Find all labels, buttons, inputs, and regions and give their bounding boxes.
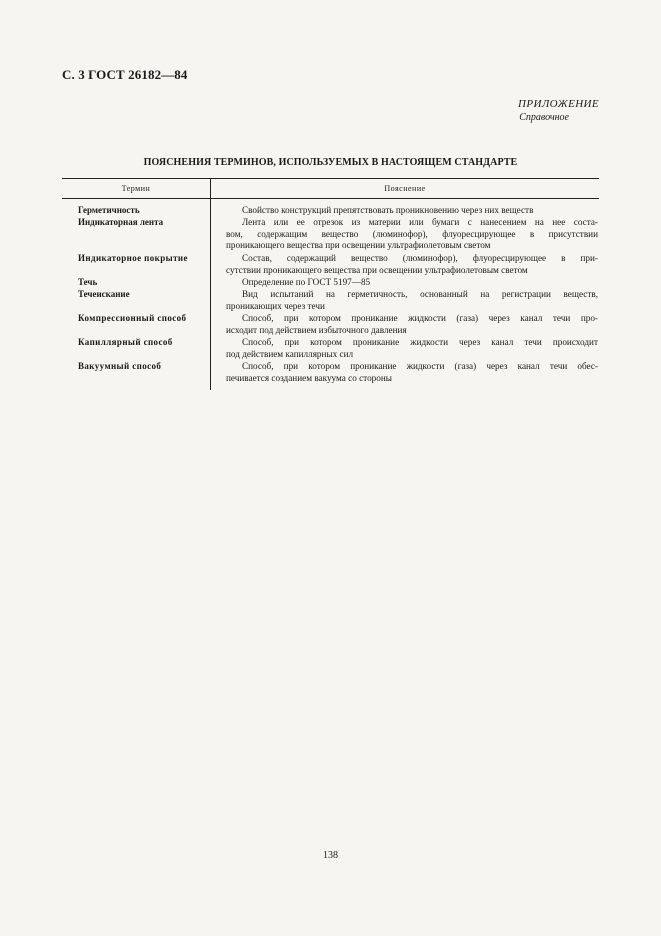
term-cell: Индикаторная лента	[78, 217, 164, 227]
explanation-line: Состав, содержащий вещество (люминофор), флуоресцирующее в при-	[242, 253, 598, 263]
term-cell: Вакуумный способ	[78, 361, 162, 371]
document-header: С. 3 ГОСТ 26182—84	[62, 67, 188, 82]
explanation-line: Свойство конструкций препятствовать проникновению через них веществ	[242, 205, 534, 215]
explanation-line: Лента или ее отрезок из материи или бумаги с нанесением на нее соста-	[242, 217, 598, 227]
explanation-line: Способ, при котором проникание жидкости через канал течи происходит	[242, 337, 598, 347]
explanation-line: печивается созданием вакуума со стороны	[226, 372, 392, 383]
appendix-label: ПРИЛОЖЕНИЕ	[518, 98, 599, 110]
explanation-cell	[226, 313, 598, 336]
explanation-cell	[226, 217, 598, 252]
table-header	[62, 178, 599, 199]
explanation-line: Вид испытаний на герметичность, основанный на регистрации веществ,	[242, 289, 598, 299]
explanation-cell	[226, 277, 598, 289]
term-cell: Течеискание	[78, 289, 130, 299]
appendix-sublabel: Справочное	[519, 112, 569, 123]
column-header-term: Термин	[121, 184, 151, 193]
explanation-line: под действием капиллярных сил	[226, 348, 354, 359]
explanation-line: проникающих через течи	[226, 300, 325, 311]
section-title: ПОЯСНЕНИЯ ТЕРМИНОВ, ИСПОЛЬЗУЕМЫХ В НАСТОЯЩЕМ СТАНДАРТЕ	[143, 157, 518, 168]
explanation-cell	[226, 205, 598, 217]
explanation-line: проникающего вещества при освещении ультрафиолетовым светом	[226, 240, 491, 251]
explanation-line: вом, содержащим вещество (люминофор), флуоресцирующее в присутствии	[226, 228, 598, 239]
explanation-cell	[226, 337, 598, 360]
column-divider	[210, 178, 211, 390]
explanation-line: Определение по ГОСТ 5197—85	[242, 277, 371, 287]
term-cell: Капиллярный способ	[78, 337, 173, 347]
term-cell: Течь	[78, 277, 98, 287]
term-cell: Компрессионный способ	[78, 313, 187, 323]
explanation-line: сутствии проникающего вещества при освещении ультрафиолетовым светом	[226, 264, 528, 275]
explanation-cell	[226, 361, 598, 384]
explanation-line: Способ, при котором проникание жидкости (газа) через канал течи про-	[242, 313, 598, 323]
page-number: 138	[323, 850, 338, 861]
appendix-label-block	[518, 98, 599, 124]
column-header-explanation: Пояснение	[384, 184, 426, 193]
term-cell: Герметичность	[78, 205, 140, 215]
explanation-line: Способ, при котором проникание жидкости (газа) через канал течи обес-	[242, 361, 598, 371]
explanation-cell	[226, 253, 598, 276]
explanation-cell	[226, 289, 598, 312]
term-cell: Индикаторное покрытие	[78, 253, 188, 263]
explanation-line: исходит под действием избыточного давления	[226, 324, 407, 335]
